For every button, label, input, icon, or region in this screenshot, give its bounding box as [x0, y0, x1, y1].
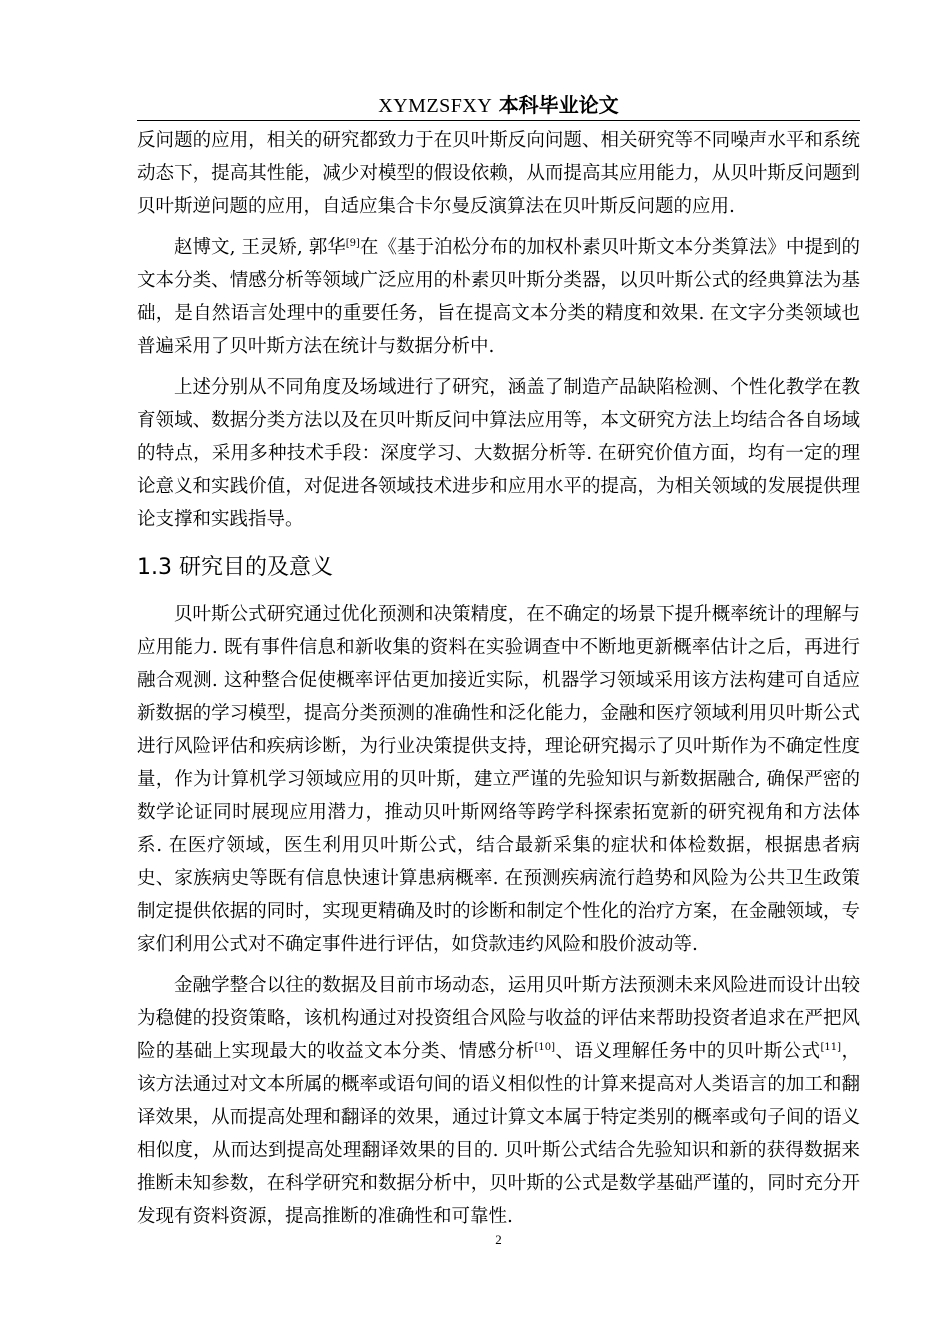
citation-11: [11] — [820, 1042, 842, 1053]
paragraph-finance-part-b: 、语义理解任务中的贝叶斯公式 — [555, 1041, 821, 1062]
page-header — [137, 92, 860, 119]
paragraph-finance-part-c: ，该方法通过对文本所属的概率或语句间的语义相似性的计算来提高对人类语言的加工和翻译效果，从而提高处理和翻译的效果，通过计算文本属于特定类别的概率或句子间的语义相似度，从而达到提高处理翻译效果的目的. 贝叶斯公式结合先验知识和新的获得数据来推断未知参数，在科学研究和数据分析中，贝叶斯的公式是数学基础严谨的，同时充分开发现有资料资源，提高推断的准确性和可靠性. — [137, 1041, 860, 1227]
citation-9: [9] — [345, 238, 360, 249]
citation-10: [10] — [534, 1042, 556, 1053]
paragraph-continuation: 反问题的应用，相关的研究都致力于在贝叶斯反向问题、相关研究等不同噪声水平和系统动态下，提高其性能，减少对模型的假设依赖，从而提高其应用能力，从贝叶斯反问题到贝叶斯逆问题的应用，自适应集合卡尔曼反演算法在贝叶斯反问题的应用. — [137, 130, 860, 217]
header-title: 本科毕业论文 — [498, 93, 619, 117]
paragraph-purpose: 贝叶斯公式研究通过优化预测和决策精度，在不确定的场景下提升概率统计的理解与应用能力. 既有事件信息和新收集的资料在实验调查中不断地更新概率估计之后，再进行融合观测. 这种整合促使概率评估更加接近实际，机器学习领域采用该方法构建可自适应新数据的学习模型，提高分类预测的准确性和泛化能力，金融和医疗领域利用贝叶斯公式进行风险评估和疾病诊断，为行业决策提供支持，理论研究揭示了贝叶斯作为不确定性度量，作为计算机学习领域应用的贝叶斯，建立严谨的先验知识与新数据融合, 确保严密的数学论证同时展现应用潜力，推动贝叶斯网络等跨学科探索拓宽新的研究视角和方法体系. 在医疗领域，医生利用贝叶斯公式，结合最新采集的症状和体检数据，根据患者病史、家族病史等既有信息快速计算患病概率. 在预测疾病流行趋势和风险为公共卫生政策制定提供依据的同时，实现更精确及时的诊断和制定个性化的治疗方案，在金融领域，专家们利用公式对不确定事件进行评估，如贷款违约风险和股价波动等. — [137, 604, 860, 955]
paragraph-summary: 上述分别从不同角度及场域进行了研究，涵盖了制造产品缺陷检测、个性化教学在教育领域、数据分类方法以及在贝叶斯反问中算法应用等，本文研究方法上均结合各自场域的特点，采用多种技术手段：深度学习、大数据分析等. 在研究价值方面，均有一定的理论意义和实践价值，对促进各领域技术进步和应用水平的提高，为相关领域的发展提供理论支撑和实践指导。 — [137, 377, 860, 530]
section-heading: 1.3 研究目的及意义 — [137, 555, 333, 580]
paragraph-zhao — [137, 231, 860, 363]
header-rule — [137, 120, 860, 121]
paragraph-finance-part-a: 金融学整合以往的数据及目前市场动态，运用贝叶斯方法预测未来风险进而设计出较为稳健的投资策略，该机构通过对投资组合风险与收益的评估来帮助投资者追求在严把风险的基础上实现最大的收益文本分类、情感分析 — [137, 975, 860, 1062]
paragraph-finance — [137, 969, 860, 1233]
page-number: 2 — [495, 1232, 502, 1247]
page-body — [137, 124, 860, 1233]
paragraph-zhao-text: 在《基于泊松分布的加权朴素贝叶斯文本分类算法》中提到的文本分类、情感分析等领域广泛应用的朴素贝叶斯分类器，以贝叶斯公式的经典算法为基础，是自然语言处理中的重要任务，旨在提高文本分类的精度和效果. 在文字分类领域也普遍采用了贝叶斯方法在统计与数据分析中. — [137, 237, 860, 357]
paragraph-zhao-authors: 赵博文, 王灵矫, 郭华 — [174, 237, 346, 258]
header-code: XYMZSFXY — [378, 95, 493, 117]
